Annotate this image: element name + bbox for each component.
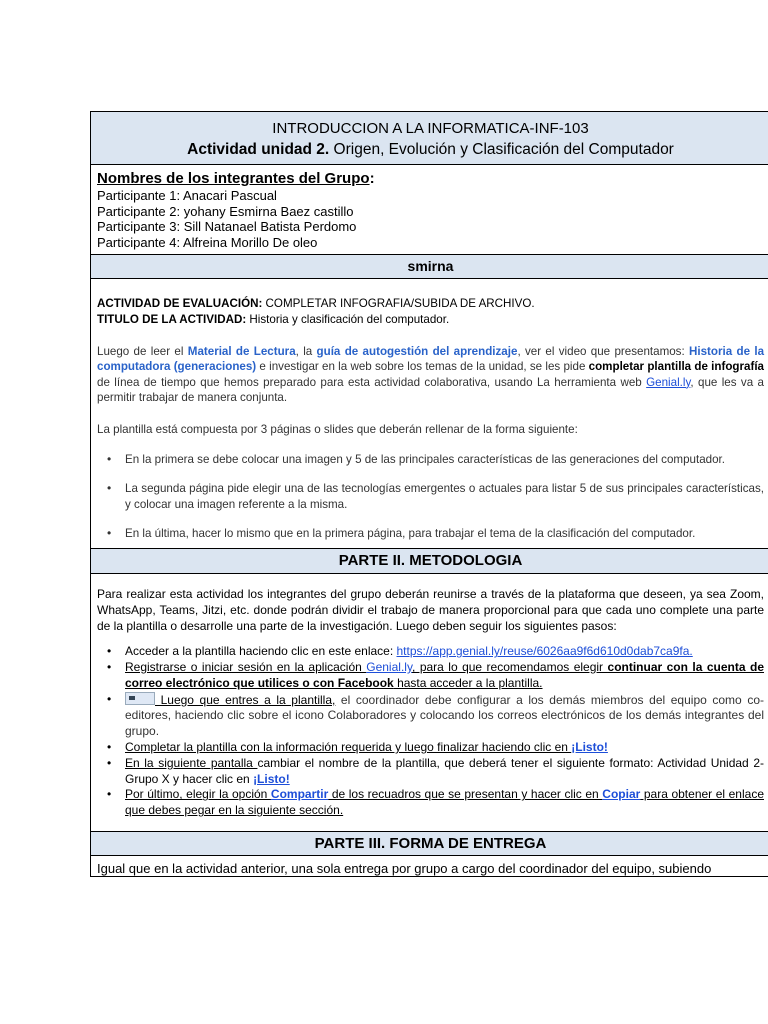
activity-section bbox=[91, 279, 768, 549]
step-5: • En la siguiente pantalla cambiar el nombre de la plantilla, que deberá tener el siguiente formato: Actividad Unidad 2-Grupo X y hacer clic en ¡Listo! bbox=[97, 756, 764, 788]
parte-ii-heading: PARTE II. METODOLOGIA bbox=[91, 549, 768, 574]
template-url-link[interactable]: https://app.genial.ly/reuse/6026aa9f6d610d0dab7ca9fa. bbox=[396, 644, 693, 659]
genially-app-link[interactable]: Genial.ly bbox=[366, 660, 413, 675]
video-historia-link[interactable]: Historia de la computadora (generaciones) bbox=[97, 344, 765, 374]
methodology-paragraph: Para realizar esta actividad los integrantes del grupo deberán reunirse a través de la plataforma que deseen, ya sea Zoom, WhatsApp, Teams, Jitzi, etc. donde podrán dividir el trabajo de manera proporcional para que cada uno complete una parte de la plantilla o desarrolle una parte de la investigación. Luego deben seguir los siguientes pasos: bbox=[97, 586, 764, 633]
activity-title: Actividad unidad 2. Origen, Evolución y Clasificación del Computador bbox=[187, 141, 674, 158]
list-item: • La segunda página pide elegir una de las tecnologías emergentes o actuales para listar 5 de sus principales características, y colocar una imagen referente a la misma. bbox=[97, 481, 764, 512]
step-1: • Acceder a la plantilla haciendo clic en este enlace: https://app.genial.ly/reuse/6026aa9f6d610d0dab7ca9fa. bbox=[97, 644, 764, 660]
plantilla-paragraph: La plantilla está compuesta por 3 páginas o slides que deberán rellenar de la forma siguiente: bbox=[97, 422, 578, 436]
slides-list bbox=[97, 452, 764, 542]
listo-link-2[interactable]: ¡Listo! bbox=[253, 771, 290, 786]
delivery-text: Igual que en la actividad anterior, una sola entrega por grupo a cargo del coordinador del equipo, subiendo bbox=[91, 856, 768, 877]
participant-1: Participante 1: Anacari Pascual bbox=[97, 188, 277, 203]
course-title: INTRODUCCION A LA INFORMATICA-INF-103 bbox=[272, 120, 589, 137]
activity-title-line: TITULO DE LA ACTIVIDAD: Historia y clasificación del computador. bbox=[97, 312, 450, 326]
copiar-link[interactable]: Copiar bbox=[602, 787, 641, 802]
screenshot-icon bbox=[125, 692, 155, 705]
name-band: smirna bbox=[91, 255, 768, 279]
compartir-link[interactable]: Compartir bbox=[270, 787, 329, 802]
material-lectura-link[interactable]: Material de Lectura bbox=[187, 344, 296, 358]
genially-link[interactable]: Genial.ly bbox=[646, 375, 691, 389]
participant-2: Participante 2: yohany Esmirna Baez castillo bbox=[97, 203, 354, 219]
step-2: • Registrarse o iniciar sesión en la aplicación Genial.ly, para lo que recomendamos elegir continuar con la cuenta de correo electrónico que utilices o con Facebook hasta acceder a la plantilla. bbox=[97, 660, 764, 692]
list-item: • En la última, hacer lo mismo que en la primera página, para trabajar el tema de la clasificación del computador. bbox=[97, 526, 764, 542]
title-band bbox=[91, 112, 768, 165]
parte-iii-heading: PARTE III. FORMA DE ENTREGA bbox=[91, 832, 768, 856]
step-3: • Luego que entres a la plantilla, el coordinador debe configurar a los demás miembros del equipo como co-editores, haciendo clic sobre el icono Colaboradores y colocando los correos electrónicos de los demás integrantes del grupo. bbox=[97, 692, 764, 740]
list-item: • En la primera se debe colocar una imagen y 5 de las principales características de las generaciones del computador. bbox=[97, 452, 764, 468]
steps-list bbox=[97, 644, 764, 819]
participant-3: Participante 3: Sill Natanael Batista Perdomo bbox=[97, 219, 357, 235]
participant-4: Participante 4: Alfreina Morillo De oleo bbox=[97, 234, 318, 250]
listo-link[interactable]: ¡Listo! bbox=[571, 740, 608, 755]
guia-autogestion-link[interactable]: guía de autogestión del aprendizaje bbox=[316, 344, 518, 358]
methodology-section bbox=[91, 574, 768, 832]
step-6: • Por último, elegir la opción Compartir de los recuadros que se presentan y hacer clic en Copiar para obtener el enlace que debes pegar en la siguiente sección. bbox=[97, 787, 764, 819]
document-table bbox=[90, 111, 768, 877]
step-4: • Completar la plantilla con la información requerida y luego finalizar haciendo clic en ¡Listo! bbox=[97, 740, 764, 756]
evaluation-line: ACTIVIDAD DE EVALUACIÓN: COMPLETAR INFOGRAFIA/SUBIDA DE ARCHIVO. bbox=[97, 297, 535, 311]
intro-paragraph: Luego de leer el Material de Lectura, la guía de autogestión del aprendizaje, ver el video que presentamos: Historia de la computadora (generaciones) e investigar en la web sobre los temas de la unidad, se les pide completar plantilla de infografía de línea de tiempo que hemos preparado para esta actividad colaborativa, usando La herramienta web Genial.ly, que les va a permitir trabajar de manera conjunta. bbox=[97, 344, 765, 405]
group-members-heading: Nombres de los integrantes del Grupo: bbox=[97, 170, 375, 187]
group-members-section bbox=[91, 165, 768, 255]
